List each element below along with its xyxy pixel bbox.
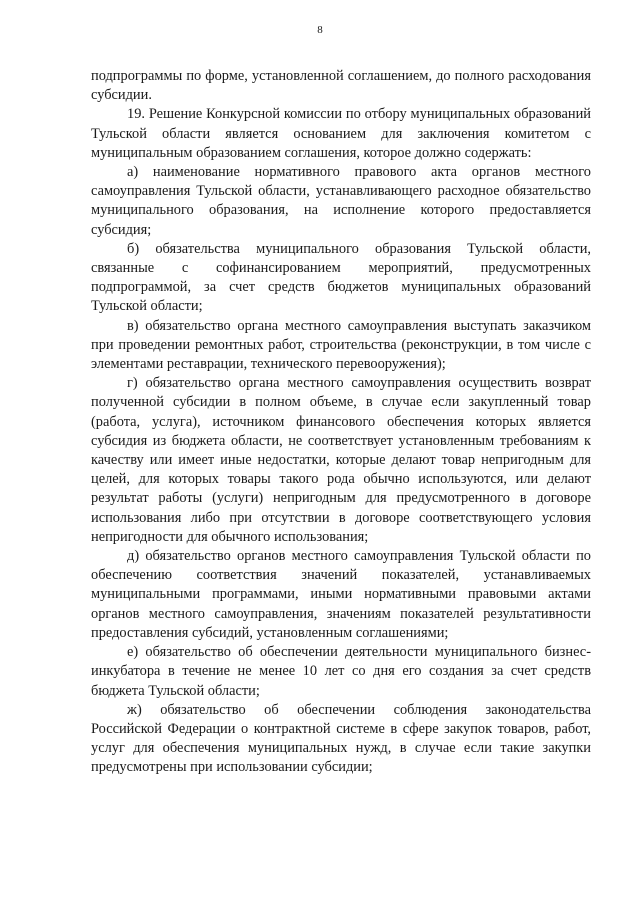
paragraph-clause-19: 19. Решение Конкурсной комиссии по отбору муниципальных образований Тульской области является основанием для заключения комитетом с муниципальным образованием соглашения, которое должно содержать:	[91, 106, 591, 161]
paragraph-item-zh: ж) обязательство об обеспечении соблюдения законодательства Российской Федерации о контрактной системе в сфере закупок товаров, работ, услуг для обеспечения муниципальных нужд, в случае если такие закупки предусмотрены при использовании субсидии;	[91, 701, 591, 776]
paragraph-item-d: д) обязательство органов местного самоуправления Тульской области по обеспечению соответствия значений показателей, устанавливаемых муниципальными программами, иными нормативными правовыми актами органов местного самоуправления, значениям показателей результативности предоставления субсидий, установленным соглашениями;	[91, 548, 591, 641]
paragraph-item-a: а) наименование нормативного правового акта органов местного самоуправления Тульской области, устанавливающего расходное обязательство муниципального образования, на исполнение которого предоставляется субсидия;	[91, 164, 591, 238]
paragraph-item-b: б) обязательства муниципального образования Тульской области, связанные с софинансированием мероприятий, предусмотренных подпрограммой, за счет средств бюджетов муниципальных образований Тульской области;	[91, 240, 591, 315]
paragraph-continuation: подпрограммы по форме, установленной соглашением, до полного расходования субсидии.	[91, 68, 591, 104]
document-body	[91, 67, 591, 778]
paragraph-item-g: г) обязательство органа местного самоуправления осуществить возврат полученной субсидии в полном объеме, в случае если закупленный товар (работа, услуга), источником финансового обеспечения которых является субсидия из бюджета области, не соответствует установленным требованиям к качеству или имеет иные недостатки, которые делают товар непригодным для целей, для которых товары такого рода обычно используются, или делают результат работы (услуги) непригодным для предусмотренного в договоре использования либо при отсутствии в договоре соответствующего условия непригодности для обычного использования;	[91, 375, 591, 545]
paragraph-item-e: е) обязательство об обеспечении деятельности муниципального бизнес-инкубатора в течение не менее 10 лет со дня его создания за счет средств бюджета Тульской области;	[91, 644, 591, 699]
page-number: 8	[317, 24, 323, 36]
paragraph-item-v: в) обязательство органа местного самоуправления выступать заказчиком при проведении ремонтных работ, строительства (реконструкции, в том числе с элементами реставрации, технического перевооружения);	[91, 317, 591, 373]
